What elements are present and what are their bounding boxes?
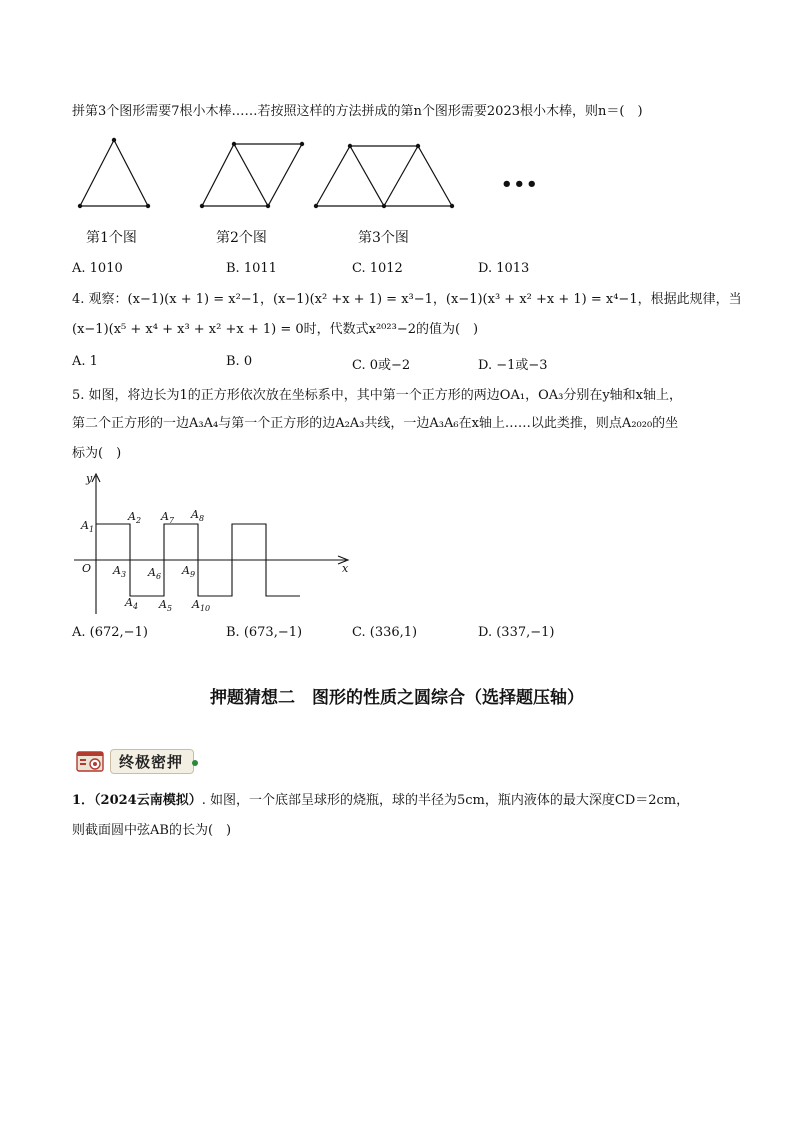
label-a7: $A_7$ <box>161 510 175 525</box>
q1-source: （2024云南模拟） <box>94 793 202 808</box>
q5-option-b: B. (673,−1) <box>226 625 303 640</box>
label-a6: $A_6$ <box>148 566 162 581</box>
q3-option-d: D. 1013 <box>478 261 530 276</box>
caption-figure-1: 第1个图 <box>86 230 137 246</box>
q5-option-c: C. (336,1) <box>352 625 418 640</box>
figure-1-triangle <box>80 140 148 206</box>
q4-option-a: A. 1 <box>72 354 98 369</box>
q1-line-2: 则截面圆中弦AB的长为( ) <box>72 823 232 838</box>
q5-coordinate-figure <box>70 468 370 618</box>
label-a4: $A_4$ <box>125 596 139 611</box>
label-a10: $A_{10}$ <box>192 598 211 613</box>
q3-option-c: C. 1012 <box>352 261 403 276</box>
target-board-icon <box>76 749 106 773</box>
q4-line-1: 4. 观察：(x−1)(x + 1) = x²−1，(x−1)(x² +x + 1) = x³−1，(x−1)(x³ + x² +x + 1) = x⁴−1，根据此规律，当 <box>72 292 742 307</box>
q5-option-d: D. (337,−1) <box>478 625 555 640</box>
q3-option-b: B. 1011 <box>226 261 277 276</box>
label-a3: $A_3$ <box>113 564 127 579</box>
figure-3-inner-stick-2 <box>384 146 418 206</box>
q3-stem: 拼第3个图形需要7根小木棒……若按照这样的方法拼成的第n个图形需要2023根小木棒，则n＝( ) <box>72 104 643 119</box>
label-a2: $A_2$ <box>128 510 142 525</box>
q3-triangle-figures <box>60 130 540 220</box>
q3-ellipsis: ••• <box>501 174 539 195</box>
q4-option-b: B. 0 <box>226 354 253 369</box>
label-a1: $A_1$ <box>81 519 95 534</box>
x-axis-label: x <box>342 562 349 575</box>
q1-number: 1． <box>72 793 95 808</box>
q3-option-a: A. 1010 <box>72 261 123 276</box>
label-a5: $A_5$ <box>159 598 173 613</box>
q4-line-2: (x−1)(x⁵ + x⁴ + x³ + x² +x + 1) = 0时，代数式x²⁰²³−2的值为( ) <box>72 322 479 337</box>
y-axis-label: y <box>86 472 93 485</box>
figure-3-inner-stick-1 <box>350 146 384 206</box>
figure-3-outline <box>316 146 452 206</box>
origin-label: O <box>82 562 92 575</box>
badge-dot-icon <box>192 760 198 766</box>
badge-label: 终极密押 <box>110 749 194 774</box>
q5-line-2: 第二个正方形的一边A₃A₄与第一个正方形的边A₂A₃共线，一边A₃A₆在x轴上……以此类推，则点A₂₀₂₀的坐 <box>72 416 679 431</box>
figure-2-outline <box>202 144 302 206</box>
label-a9: $A_9$ <box>182 564 196 579</box>
q1-line-1 <box>72 791 689 811</box>
section-title: 押题猜想二 图形的性质之圆综合（选择题压轴） <box>210 688 584 708</box>
label-a8: $A_8$ <box>191 508 205 523</box>
q4-option-c: C. 0或−2 <box>352 358 411 373</box>
q1-stem-1: . 如图，一个底部呈球形的烧瓶，球的半径为5cm，瓶内液体的最大深度CD＝2cm， <box>201 793 690 808</box>
final-prediction-badge <box>76 748 194 774</box>
caption-figure-2: 第2个图 <box>216 230 267 246</box>
q5-option-a: A. (672,−1) <box>72 625 148 640</box>
caption-figure-3: 第3个图 <box>358 230 409 246</box>
q5-line-1: 5. 如图，将边长为1的正方形依次放在坐标系中，其中第一个正方形的两边OA₁，OA₃分别在y轴和x轴上， <box>72 388 682 403</box>
q4-option-d: D. −1或−3 <box>478 358 548 373</box>
figure-2-inner-stick <box>234 144 268 206</box>
q5-line-3: 标为( ) <box>72 446 122 461</box>
